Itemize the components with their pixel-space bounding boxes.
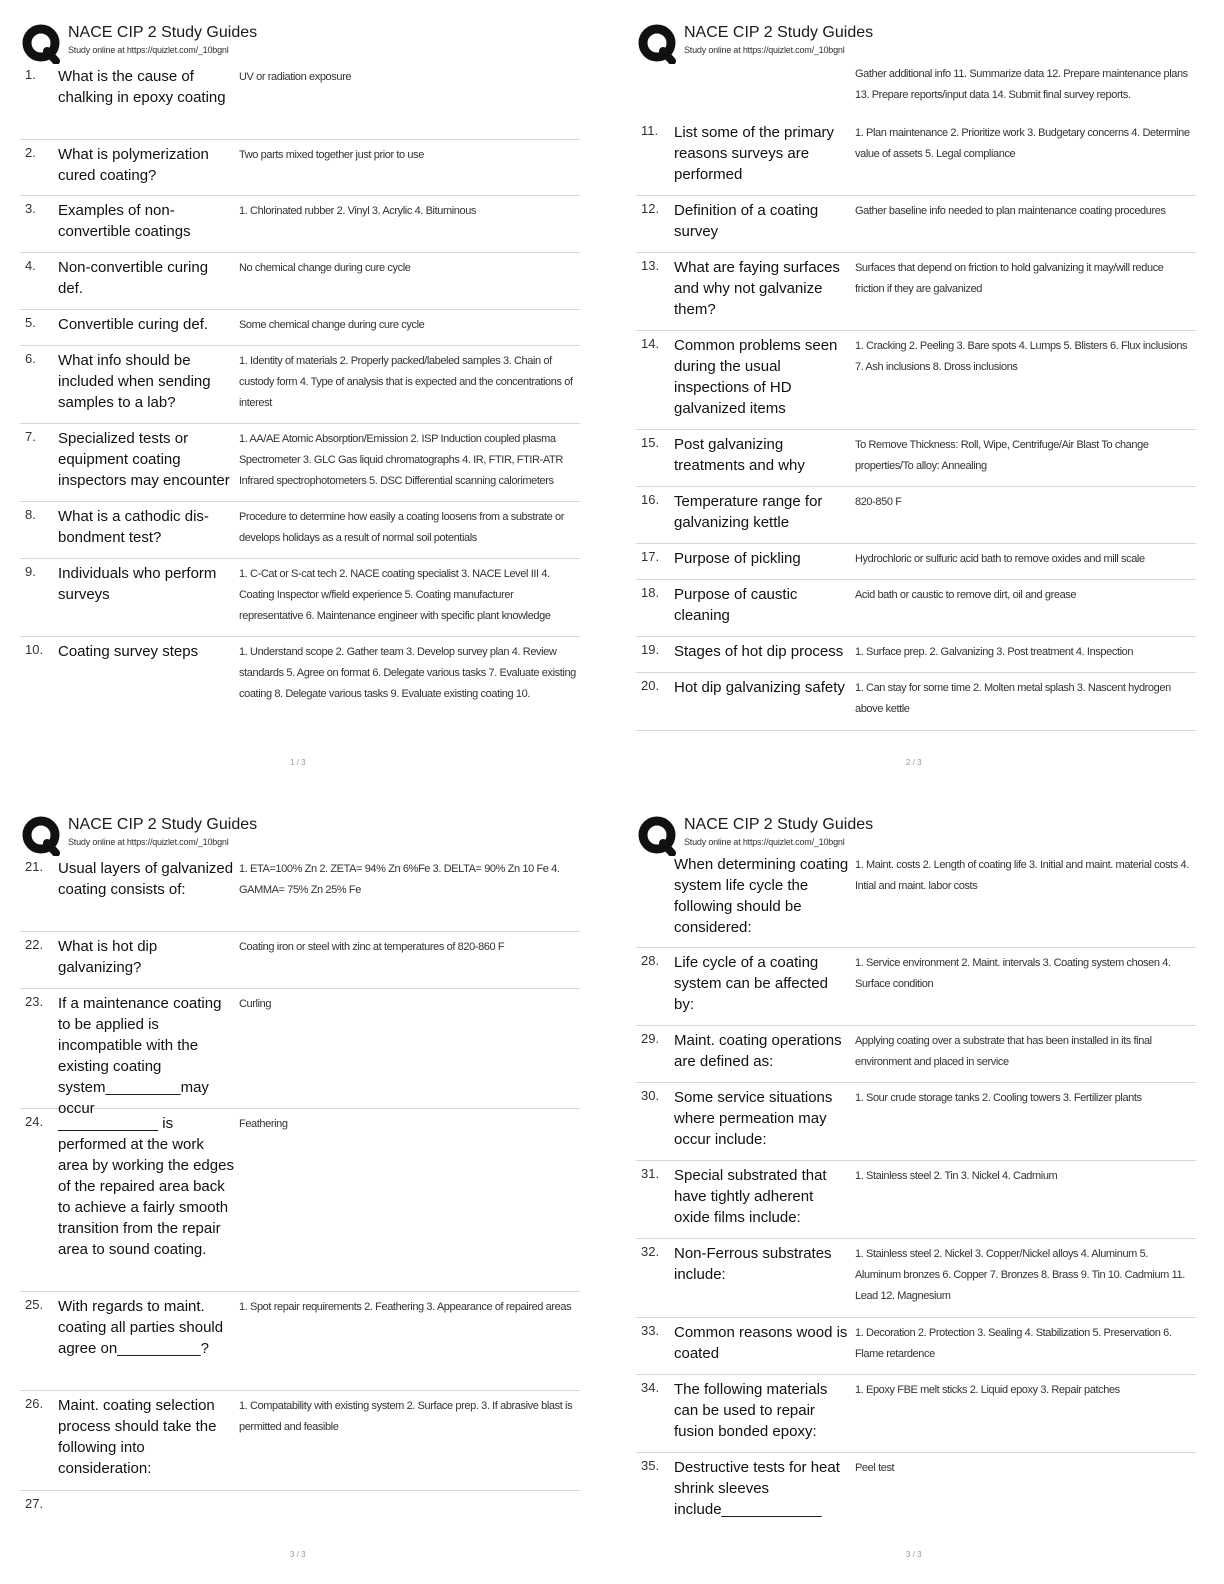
- answer-text: Applying coating over a substrate that has been installed in its final environment and placed in service: [855, 1035, 1152, 1068]
- study-link[interactable]: Study online at https://quizlet.com/_10bgnl: [684, 45, 845, 55]
- answer-text: 1. Plan maintenance 2. Prioritize work 3. Budgetary concerns 4. Determine value of assets 5. Legal compliance: [855, 127, 1190, 160]
- answer-text: 1. ETA=100% Zn 2. ZETA= 94% Zn 6%Fe 3. DELTA= 90% Zn 10 Fe 4. GAMMA= 75% Zn 25% Fe: [239, 863, 560, 896]
- study-link[interactable]: Study online at https://quizlet.com/_10bgnl: [68, 45, 229, 55]
- item-number: 35.: [641, 1458, 660, 1473]
- page-number: 1 / 3: [290, 758, 306, 767]
- list-item: [20, 253, 580, 310]
- item-number: 30.: [641, 1088, 660, 1103]
- list-item: [636, 253, 1196, 331]
- question-text: Non-Ferrous substrates include:: [674, 1245, 832, 1283]
- list-item: [20, 1292, 580, 1391]
- list-item: [20, 1491, 580, 1531]
- answer-text: 1. C-Cat or S-cat tech 2. NACE coating specialist 3. NACE Level III 4. Coating Inspector w/field experience 5. Coating manufacturer representative 6. Maintenance engineer with specific plant knowledge: [239, 568, 551, 622]
- list-item: [636, 948, 1196, 1026]
- list-item: [636, 118, 1196, 196]
- item-number: 4.: [25, 258, 36, 273]
- page-title: NACE CIP 2 Study Guides: [684, 816, 874, 833]
- list-item: [20, 1109, 580, 1292]
- item-number: 14.: [641, 336, 660, 351]
- question-text: Common problems seen during the usual inspections of HD galvanized items: [674, 337, 838, 417]
- question-text: Examples of non-convertible coatings: [58, 202, 191, 240]
- item-number: 19.: [641, 642, 660, 657]
- list-item: [20, 989, 580, 1117]
- answer-text: 1. Surface prep. 2. Galvanizing 3. Post treatment 4. Inspection: [855, 646, 1134, 658]
- page-number: 2 / 3: [906, 758, 922, 767]
- question-text: What is a cathodic dis-bondment test?: [58, 508, 209, 546]
- question-text: Post galvanizing treatments and why: [674, 436, 805, 474]
- answer-text: 1. Sour crude storage tanks 2. Cooling towers 3. Fertilizer plants: [855, 1092, 1142, 1104]
- list-item: [636, 637, 1196, 673]
- answer-text: 1. Can stay for some time 2. Molten metal splash 3. Nascent hydrogen above kettle: [855, 682, 1171, 715]
- question-text: What is hot dip galvanizing?: [58, 938, 158, 976]
- page-3: [20, 812, 580, 1572]
- item-number: 16.: [641, 492, 660, 507]
- study-link[interactable]: Study online at https://quizlet.com/_10bgnl: [68, 837, 229, 847]
- page-title: NACE CIP 2 Study Guides: [68, 816, 258, 833]
- item-number: 24.: [25, 1114, 44, 1129]
- question-text: Convertible curing def.: [58, 316, 209, 333]
- answer-text: Hydrochloric or sulfuric acid bath to remove oxides and mill scale: [855, 553, 1145, 565]
- list-item: [636, 1083, 1196, 1161]
- question-text: Life cycle of a coating system can be affected by:: [674, 954, 828, 1013]
- list-item: [636, 1161, 1196, 1239]
- page-number: 3 / 3: [906, 1550, 922, 1559]
- item-number: 18.: [641, 585, 660, 600]
- question-text: Purpose of pickling: [674, 550, 801, 567]
- list-item: [636, 673, 1196, 731]
- question-text: Definition of a coating survey: [674, 202, 819, 240]
- list-item: [20, 502, 580, 559]
- list-item: [636, 1453, 1196, 1533]
- question-text: Special substrated that have tightly adherent oxide films include:: [674, 1167, 827, 1226]
- answer-text: No chemical change during cure cycle: [239, 262, 411, 274]
- question-text: Some service situations where permeation may occur include:: [674, 1089, 833, 1148]
- item-number: 22.: [25, 937, 44, 952]
- answer-text: Gather baseline info needed to plan maintenance coating procedures: [855, 205, 1166, 217]
- question-text: Maint. coating selection process should take the following into consideration:: [58, 1397, 217, 1477]
- list-item: [636, 331, 1196, 430]
- question-text: Stages of hot dip process: [674, 643, 844, 660]
- answer-text: 1. Stainless steel 2. Nickel 3. Copper/Nickel alloys 4. Aluminum 5. Aluminum bronzes 6. Copper 7. Bronzes 8. Brass 9. Tin 10. Cadmium 11. Lead 12. Magnesium: [855, 1248, 1185, 1302]
- question-text: Coating survey steps: [58, 643, 199, 660]
- item-number: 2.: [25, 145, 36, 160]
- item-number: 12.: [641, 201, 660, 216]
- list-item: [636, 1239, 1196, 1318]
- answer-text: To Remove Thickness: Roll, Wipe, Centrifuge/Air Blast To change properties/To alloy: Annealing: [855, 439, 1149, 472]
- item-number: 32.: [641, 1244, 660, 1259]
- list-item: [20, 854, 580, 932]
- question-text: What is polymerization cured coating?: [58, 146, 209, 184]
- quizlet-logo-icon: [638, 24, 678, 64]
- item-number: 10.: [25, 642, 44, 657]
- item-number: 26.: [25, 1396, 44, 1411]
- answer-text: Coating iron or steel with zinc at temperatures of 820-860 F: [239, 941, 505, 953]
- question-text: Common reasons wood is coated: [674, 1324, 848, 1362]
- answer-text: 1. Cracking 2. Peeling 3. Bare spots 4. Lumps 5. Blisters 6. Flux inclusions 7. Ash inclusions 8. Dross inclusions: [855, 340, 1188, 373]
- answer-text: Curling: [239, 998, 272, 1010]
- item-number: 6.: [25, 351, 36, 366]
- item-number: 15.: [641, 435, 660, 450]
- list-item: [636, 1026, 1196, 1083]
- study-link[interactable]: Study online at https://quizlet.com/_10bgnl: [684, 837, 845, 847]
- list-item: [20, 140, 580, 196]
- item-number: 28.: [641, 953, 660, 968]
- quizlet-logo-icon: [22, 816, 62, 856]
- item-number: 13.: [641, 258, 660, 273]
- answer-text: Feathering: [239, 1118, 288, 1130]
- page-number: 3 / 3: [290, 1550, 306, 1559]
- list-item: [636, 1375, 1196, 1453]
- answer-text: 1. Maint. costs 2. Length of coating life 3. Initial and maint. material costs 4. Intial and maint. labor costs: [855, 859, 1189, 892]
- question-text: The following materials can be used to repair fusion bonded epoxy:: [674, 1381, 828, 1440]
- continued-answer-text: Gather additional info 11. Summarize data 12. Prepare maintenance plans 13. Prepare reports/input data 14. Submit final survey reports.: [855, 68, 1188, 101]
- question-text: Purpose of caustic cleaning: [674, 586, 798, 624]
- list-item: [20, 196, 580, 253]
- question-text: With regards to maint. coating all parties should agree on__________?: [58, 1298, 224, 1357]
- answer-text: 1. Identity of materials 2. Properly packed/labeled samples 3. Chain of custody form 4. Type of analysis that is expected and the concentrations of interest: [239, 355, 573, 409]
- list-item: [636, 580, 1196, 637]
- answer-text: Some chemical change during cure cycle: [239, 319, 425, 331]
- question-text: Usual layers of galvanized coating consists of:: [58, 860, 234, 898]
- question-text: Hot dip galvanizing safety: [674, 679, 845, 696]
- answer-text: 820-850 F: [855, 496, 902, 508]
- list-item: [20, 62, 580, 140]
- question-text: When determining coating system life cycle the following should be considered:: [674, 856, 849, 936]
- item-number: 27.: [25, 1496, 44, 1511]
- answer-text: 1. Stainless steel 2. Tin 3. Nickel 4. Cadmium: [855, 1170, 1058, 1182]
- question-text: Maint. coating operations are defined as:: [674, 1032, 842, 1070]
- list-item: [20, 424, 580, 502]
- item-number: 29.: [641, 1031, 660, 1046]
- answer-text: 1. Understand scope 2. Gather team 3. Develop survey plan 4. Review standards 5. Agree on format 6. Delegate various tasks 7. Evaluate existing coating 8. Delegate various tasks 9. Evaluate existing coating 10.: [239, 646, 576, 700]
- question-text: Individuals who perform surveys: [58, 565, 217, 603]
- answer-text: 1. Service environment 2. Maint. intervals 3. Coating system chosen 4. Surface condition: [855, 957, 1171, 990]
- item-number: 5.: [25, 315, 36, 330]
- answer-text: 1. Decoration 2. Protection 3. Sealing 4. Stabilization 5. Preservation 6. Flame retardence: [855, 1327, 1172, 1360]
- list-item: [636, 196, 1196, 253]
- answer-text: 1. Spot repair requirements 2. Feathering 3. Appearance of repaired areas: [239, 1301, 572, 1313]
- item-number: 25.: [25, 1297, 44, 1312]
- list-item: [636, 487, 1196, 544]
- answer-text: Acid bath or caustic to remove dirt, oil and grease: [855, 589, 1077, 601]
- list-item: [636, 1318, 1196, 1375]
- answer-text: Surfaces that depend on friction to hold galvanizing it may/will reduce friction if they are galvanized: [855, 262, 1164, 295]
- answer-text: Two parts mixed together just prior to use: [239, 149, 424, 161]
- item-number: 31.: [641, 1166, 660, 1181]
- item-number: 17.: [641, 549, 660, 564]
- list-item: [20, 637, 580, 717]
- list-item: [636, 850, 1196, 948]
- list-item: [636, 430, 1196, 487]
- question-text: List some of the primary reasons surveys are performed: [674, 124, 835, 183]
- page-4: [636, 812, 1196, 1572]
- item-number: 11.: [641, 123, 659, 138]
- question-text: What are faying surfaces and why not galvanize them?: [674, 259, 840, 318]
- list-item: [20, 559, 580, 637]
- question-text: Specialized tests or equipment coating inspectors may encounter: [58, 430, 230, 489]
- item-number: 33.: [641, 1323, 660, 1338]
- question-text: What is the cause of chalking in epoxy coating: [58, 68, 226, 106]
- question-text: What info should be included when sending samples to a lab?: [58, 352, 211, 411]
- answer-text: 1. Epoxy FBE melt sticks 2. Liquid epoxy 3. Repair patches: [855, 1384, 1120, 1396]
- list-item: [20, 1391, 580, 1491]
- question-text: Destructive tests for heat shrink sleeves include____________: [674, 1459, 840, 1518]
- answer-text: 1. Compatability with existing system 2. Surface prep. 3. If abrasive blast is permitted and feasible: [239, 1400, 573, 1433]
- list-item: [636, 544, 1196, 580]
- item-number: 20.: [641, 678, 660, 693]
- item-number: 8.: [25, 507, 36, 522]
- item-number: 7.: [25, 429, 36, 444]
- item-number: 21.: [25, 859, 44, 874]
- answer-text: Peel test: [855, 1462, 895, 1474]
- question-text: Non-convertible curing def.: [58, 259, 209, 297]
- list-item: [20, 310, 580, 346]
- item-number: 34.: [641, 1380, 660, 1395]
- item-number: 9.: [25, 564, 36, 579]
- page-title: NACE CIP 2 Study Guides: [684, 24, 874, 41]
- list-item: [20, 346, 580, 424]
- question-text: If a maintenance coating to be applied is incompatible with the existing coating system_________may occur: [58, 995, 222, 1117]
- question-text: ____________ is performed at the work area by working the edges of the repaired area back to achieve a fairly smooth transition from the repair area to sound coating.: [58, 1115, 234, 1258]
- answer-text: Procedure to determine how easily a coating loosens from a substrate or develops holidays as a result of normal soil potentials: [239, 511, 565, 544]
- answer-text: 1. Chlorinated rubber 2. Vinyl 3. Acrylic 4. Bituminous: [239, 205, 477, 217]
- quizlet-logo-icon: [22, 24, 62, 64]
- page-2: [636, 20, 1196, 780]
- page-1: [20, 20, 580, 780]
- item-number: 23.: [25, 994, 44, 1009]
- page-title: NACE CIP 2 Study Guides: [68, 24, 258, 41]
- list-item: [20, 932, 580, 989]
- answer-text: 1. AA/AE Atomic Absorption/Emission 2. ISP Induction coupled plasma Spectrometer 3. GLC Gas liquid chromatographs 4. IR, FTIR, FTIR-ATR Infrared spectrophotometers 5. DSC Differential scanning calorimeters: [239, 433, 563, 487]
- question-text: Temperature range for galvanizing kettle: [674, 493, 823, 531]
- item-number: 1.: [25, 67, 36, 82]
- item-number: 3.: [25, 201, 36, 216]
- answer-text: UV or radiation exposure: [239, 71, 352, 83]
